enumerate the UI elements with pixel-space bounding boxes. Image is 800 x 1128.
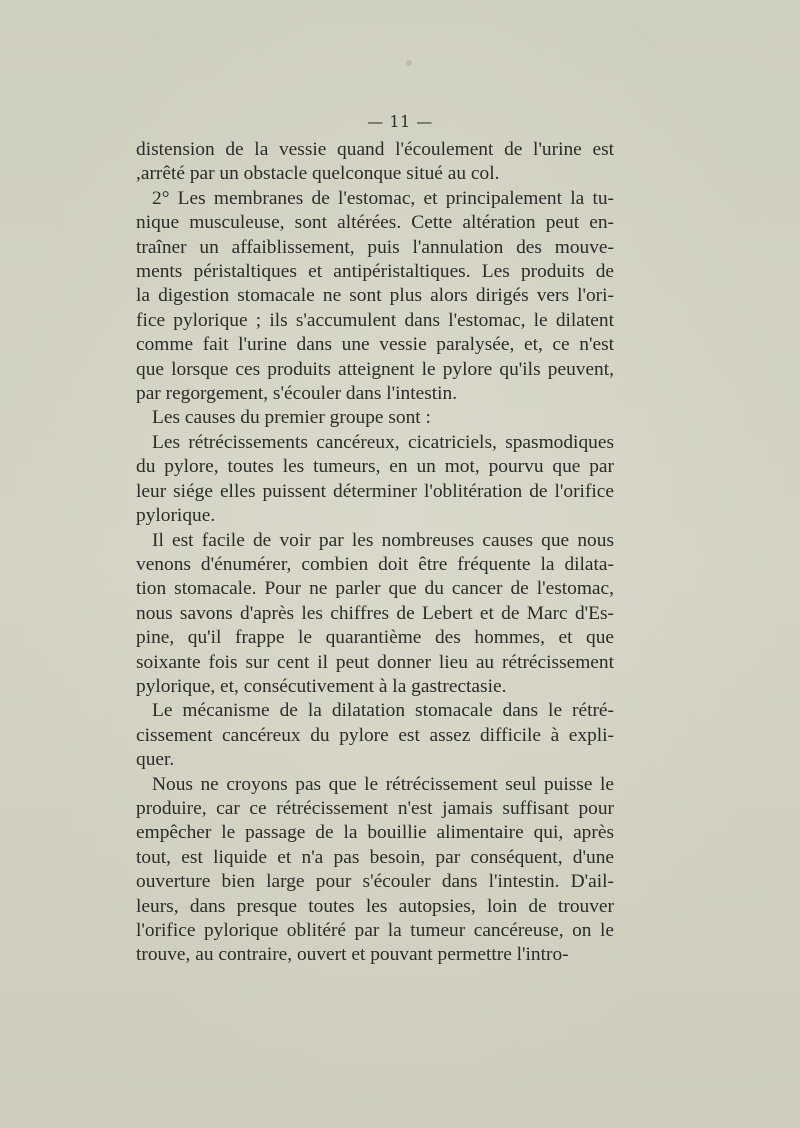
text-line: produire, car ce rétrécissement n'est jamais suffisant pour xyxy=(136,797,614,819)
text-line: Il est facile de voir par les nombreuses causes que nous xyxy=(152,529,614,551)
text-line: l'orifice pylorique oblitéré par la tumeur cancéreuse, on le xyxy=(136,920,614,941)
text-line: distension de la vessie quand l'écoulement de l'urine est xyxy=(136,139,614,160)
text-line: fice pylorique ; ils s'accumulent dans l'estomac, le dilatent xyxy=(136,309,614,331)
text-line: soixante fois sur cent il peut donner lieu au rétrécissement xyxy=(136,651,614,673)
text-line: ,arrêté par un obstacle quelconque situé au col. xyxy=(136,163,500,185)
text-line: nous savons d'après les chiffres de Lebert et de Marc d'Es- xyxy=(136,602,614,624)
text-line: Les causes du premier groupe sont : xyxy=(152,407,431,429)
text-line: comme fait l'urine dans une vessie paralysée, et, ce n'est xyxy=(136,334,614,356)
page-number: — 11 — xyxy=(367,112,433,131)
text-line: cissement cancéreux du pylore est assez difficile à expli- xyxy=(136,724,614,746)
text-line: du pylore, toutes les tumeurs, en un mot, pourvu que par xyxy=(136,456,614,478)
text-line: trouve, au contraire, ouvert et pouvant permettre l'intro- xyxy=(136,944,569,966)
text-line: pylorique, et, consécutivement à la gastrectasie. xyxy=(136,675,507,697)
body-text xyxy=(136,138,614,968)
text-line: Le mécanisme de la dilatation stomacale dans le rétré- xyxy=(152,700,614,722)
text-line: ouverture bien large pour s'écouler dans l'intestin. D'ail- xyxy=(136,871,614,893)
text-line: quer. xyxy=(136,749,175,771)
text-line: empêcher le passage de la bouillie alimentaire qui, après xyxy=(136,822,614,844)
text-line: pylorique. xyxy=(136,505,216,527)
text-line: leurs, dans presque toutes les autopsies, loin de trouver xyxy=(136,895,614,917)
text-line: Nous ne croyons pas que le rétrécissement seul puisse le xyxy=(152,773,614,795)
text-line: tout, est liquide et n'a pas besoin, par conséquent, d'une xyxy=(136,846,614,868)
text-line: traîner un affaiblissement, puis l'annulation des mouve- xyxy=(136,236,614,258)
text-line: ments péristaltiques et antipéristaltiques. Les produits de xyxy=(136,261,614,283)
text-line: tion stomacale. Pour ne parler que du cancer de l'estomac, xyxy=(136,578,614,600)
text-line: pine, qu'il frappe le quarantième des hommes, et que xyxy=(136,627,614,649)
text-line: leur siége elles puissent déterminer l'oblitération de l'orifice xyxy=(136,480,614,502)
text-line: Les rétrécissements cancéreux, cicatriciels, spasmodiques xyxy=(152,431,614,453)
paper-spot xyxy=(406,60,412,66)
text-line: nique musculeuse, sont altérées. Cette altération peut en- xyxy=(136,212,614,234)
text-line: par regorgement, s'écouler dans l'intestin. xyxy=(136,383,458,405)
text-line: que lorsque ces produits atteignent le pylore qu'ils peuvent, xyxy=(136,358,614,380)
text-line: venons d'énumérer, combien doit être fréquente la dilata- xyxy=(136,553,614,575)
text-line: la digestion stomacale ne sont plus alors dirigés vers l'ori- xyxy=(136,285,614,307)
text-line: 2° Les membranes de l'estomac, et principalement la tu- xyxy=(152,187,614,209)
